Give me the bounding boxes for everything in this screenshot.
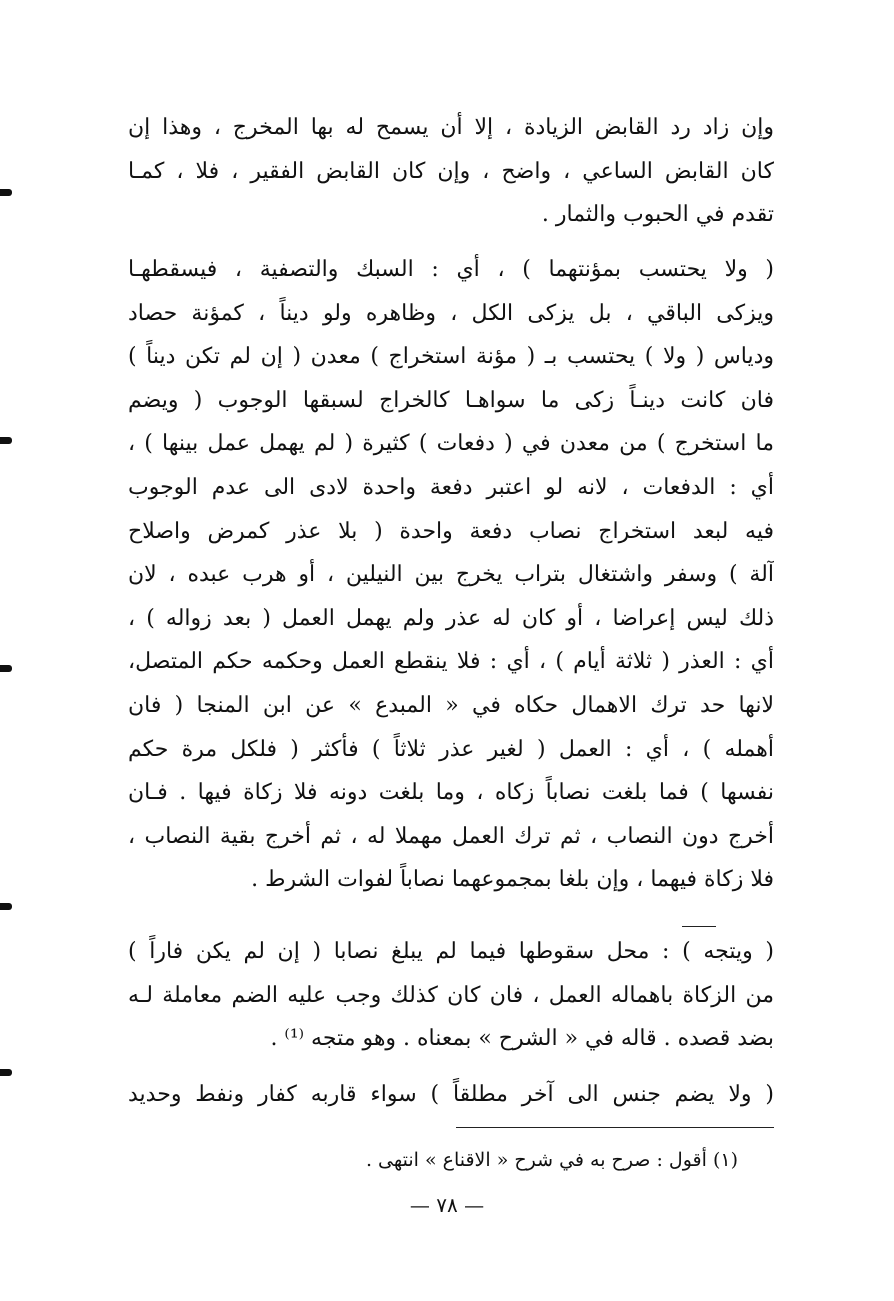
margin-mark	[0, 665, 12, 672]
footnote-separator	[456, 1127, 774, 1128]
text-line: فان كانت دينـاً زكى ما سواهـا كالخراج لسبقها الوجوب ( ويضم	[128, 387, 774, 413]
page-number: — ٧٨ —	[409, 1193, 485, 1217]
text-line: ( ويتجه ) : محل سقوطها فيما لم يبلغ نصابا ( إن لم يكن فاراً )	[128, 939, 774, 964]
margin-mark	[0, 1069, 12, 1076]
text-line: أي : العذر ( ثلاثة أيام ) ، أي : فلا ينقطع العمل وحكمه حكم المتصل،	[128, 649, 774, 675]
text-line: أي : الدفعات ، لانه لو اعتبر دفعة واحدة لادى الى عدم الوجوب	[128, 474, 774, 500]
margin-mark	[0, 437, 12, 444]
text-line: آلة ) وسفر واشتغال بتراب يخرج بين النيلين ، أو هرب عبده ، لان	[128, 562, 774, 588]
text-line: فلا زكاة فيهما ، وإن بلغا بمجموعهما نصاباً لفوات الشرط .	[251, 867, 774, 893]
text-line: ذلك ليس إعراضا ، أو كان له عذر ولم يهمل العمل ( بعد زواله ) ،	[128, 605, 774, 631]
paragraph-1	[128, 106, 774, 237]
margin-mark	[0, 189, 12, 196]
text-line: ما استخرج ) من معدن في ( دفعات ) كثيرة ( لم يهمل عمل بينها ) ،	[128, 431, 774, 457]
paragraph-3	[128, 930, 774, 1061]
text-line: نفسها ) فما بلغت نصاباً زكاه ، وما بلغت دونه فلا زكاة فيها . فـان	[128, 780, 774, 806]
text-line: بضد قصده . قاله في « الشرح » بمعناه . وهو متجه ⁽¹⁾ .	[270, 1026, 774, 1052]
text-line: وإن زاد رد القابض الزيادة ، إلا أن يسمح له بها المخرج ، وهذا إن	[128, 115, 774, 140]
text-line: ( ولا يحتسب بمؤنتهما ) ، أي : السبك والتصفية ، فيسقطهـا	[128, 257, 774, 282]
text-line: تقدم في الحبوب والثمار .	[541, 202, 774, 228]
paragraph-2	[128, 248, 774, 902]
text-line: فيه لبعد استخراج نصاب دفعة واحدة ( بلا عذر كمرض واصلاح	[128, 518, 774, 544]
margin-mark	[0, 903, 12, 910]
text-line: ( ولا يضم جنس الى آخر مطلقاً ) سواء قاربه كفار ونفط وحديد	[128, 1082, 774, 1107]
text-line: أخرج دون النصاب ، ثم ترك العمل مهملا له ، ثم أخرج بقية النصاب ،	[128, 823, 774, 849]
text-line: من الزكاة باهماله العمل ، فان كان كذلك وجب عليه الضم معاملة لـه	[128, 982, 774, 1008]
text-line: ودياس ( ولا ) يحتسب بـ ( مؤنة استخراج ) معدن ( إن لم تكن ديناً )	[128, 344, 774, 370]
text-line: ويزكى الباقي ، بل يزكى الكل ، وظاهره ولو ديناً ، كمؤنة حصاد	[128, 300, 774, 326]
text-line: لانها حد ترك الاهمال حكاه في « المبدع » عن ابن المنجا ( فان	[128, 692, 774, 718]
text-line: أهمله ) ، أي : العمل ( لغير عذر ثلاثاً ) فأكثر ( فلكل مرة حكم	[128, 736, 774, 762]
text-line: كان القابض الساعي ، واضح ، وإن كان القابض الفقير ، فلا ، كمـا	[128, 158, 774, 184]
overline-mark	[682, 926, 716, 927]
footnote: (١) أقول : صرح به في شرح « الاقناع » انتهى .	[365, 1149, 738, 1171]
paragraph-4	[128, 1073, 774, 1117]
